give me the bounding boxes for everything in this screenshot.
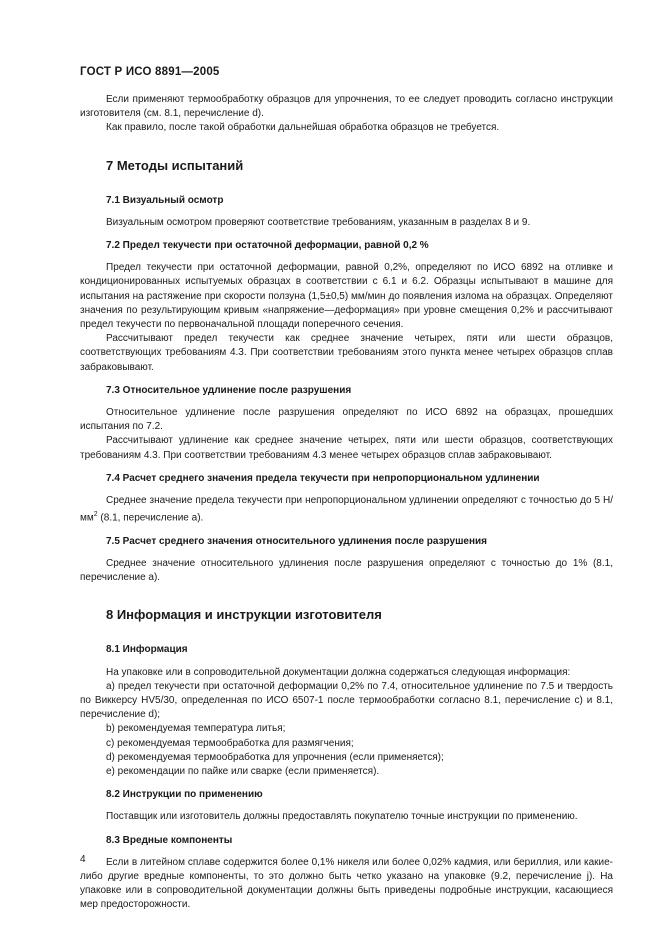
section-8-1-heading: 8.1 Информация — [106, 644, 188, 656]
section-7-3-paragraph-1: Относительное удлинение после разрушения определяют по ИСО 6892 на образцах, прошедших испытания по 7.2. — [80, 407, 613, 433]
section-7-4-heading: 7.4 Расчет среднего значения предела текучести при непропорциональном удлинении — [106, 472, 540, 484]
section-7-heading: 7 Методы испытаний — [106, 157, 244, 173]
list-item-a: а) предел текучести при остаточной деформации 0,2% по 7.4, относительное удлинение по 7.5 и твердость по Виккерсу HV5/30, определенная по ИСО 6507-1 после термообработки согласно 8.1, перечисление с) и 8.1, перечисление d); — [80, 680, 613, 721]
section-7-2-paragraph-1: Предел текучести при остаточной деформации, равной 0,2%, определяют по ИСО 6892 на отливке и кондиционированных испытуемых образцах в соответствии с 6.1 и 6.2. Образцы испытывают в машине для испытания на растяжение при скорости ползуна (1,5±0,5) мм/мин до появления излома на образцах. Определяют значения по результирующим кривым «напряжение—деформация» при уровне смещения 0,2% и рассчитывают предел текучести по первоначальной площади поперечного сечения. — [80, 262, 613, 331]
section-8-3-heading: 8.3 Вредные компоненты — [106, 834, 233, 846]
page-body — [80, 93, 613, 913]
section-7-5-paragraph: Среднее значение относительного удлинения после разрушения определяют с точностью до 1% (8.1, перечисление а). — [80, 558, 613, 584]
list-item-d: d) рекомендуемая термообработка для упрочнения (если применяется); — [106, 751, 444, 763]
list-item-c: с) рекомендуемая термообработка для размягчения; — [106, 737, 354, 749]
intro-paragraph-1: Если применяют термообработку образцов для упрочнения, то ее следует проводить согласно инструкции изготовителя (см. 8.1, перечисление d). — [80, 94, 613, 120]
section-8-2-heading: 8.2 Инструкции по применению — [106, 789, 263, 801]
section-7-1-heading: 7.1 Визуальный осмотр — [106, 194, 224, 206]
page-number: 4 — [80, 854, 86, 865]
section-7-4-paragraph — [80, 494, 613, 526]
section-7-3-heading: 7.3 Относительное удлинение после разрушения — [106, 384, 352, 396]
section-8-1-paragraph: На упаковке или в сопроводительной документации должна содержаться следующая информация: — [106, 666, 571, 678]
section-8-heading: 8 Информация и инструкции изготовителя — [106, 607, 382, 623]
section-7-5-heading: 7.5 Расчет среднего значения относительного удлинения после разрушения — [106, 535, 488, 547]
section-7-2-paragraph-2: Рассчитывают предел текучести как среднее значение четырех, пяти или шести образцов, соответствующих требованиям 4.3. При соответствии требованиям этого пункта менее четырех образцов сплав забраковывают. — [80, 333, 613, 373]
section-7-4-text-b: (8.1, перечисление а). — [97, 512, 204, 524]
superscript: 2 — [93, 511, 98, 519]
section-8-3-paragraph: Если в литейном сплаве содержится более 0,1% никеля или более 0,02% кадмия, или бериллия, или какие-либо другие вредные компоненты, то это должно быть четко указано на упаковке (9.2, перечисление j). На упаковке или в сопроводительной документации должны быть приведены подробные инструкции, касающиеся мер предосторожности. — [80, 856, 613, 911]
section-7-1-paragraph: Визуальным осмотром проверяют соответствие требованиям, указанным в разделах 8 и 9. — [106, 216, 531, 228]
section-8-2-paragraph: Поставщик или изготовитель должны предоставлять покупателю точные инструкции по применению. — [106, 811, 578, 823]
document-header: ГОСТ Р ИСО 8891—2005 — [80, 66, 220, 78]
intro-paragraph-2: Как правило, после такой обработки дальнейшая обработка образцов не требуется. — [106, 122, 500, 134]
list-item-b: b) рекомендуемая температура литья; — [106, 723, 286, 735]
section-7-2-heading: 7.2 Предел текучести при остаточной деформации, равной 0,2 % — [106, 240, 429, 252]
list-item-e: е) рекомендации по пайке или сварке (если применяется). — [106, 766, 380, 778]
section-7-3-paragraph-2: Рассчитывают удлинение как среднее значение четырех, пяти или шести образцов, соответствующих требованиям 4.3. При соответствии требованиям 4.3 менее четырех образцов сплав забраковывают. — [80, 435, 613, 461]
section-7-4-text-a: Среднее значение предела текучести при непропорциональном удлинении определяют с точностью до 5 Н/мм — [80, 495, 613, 524]
